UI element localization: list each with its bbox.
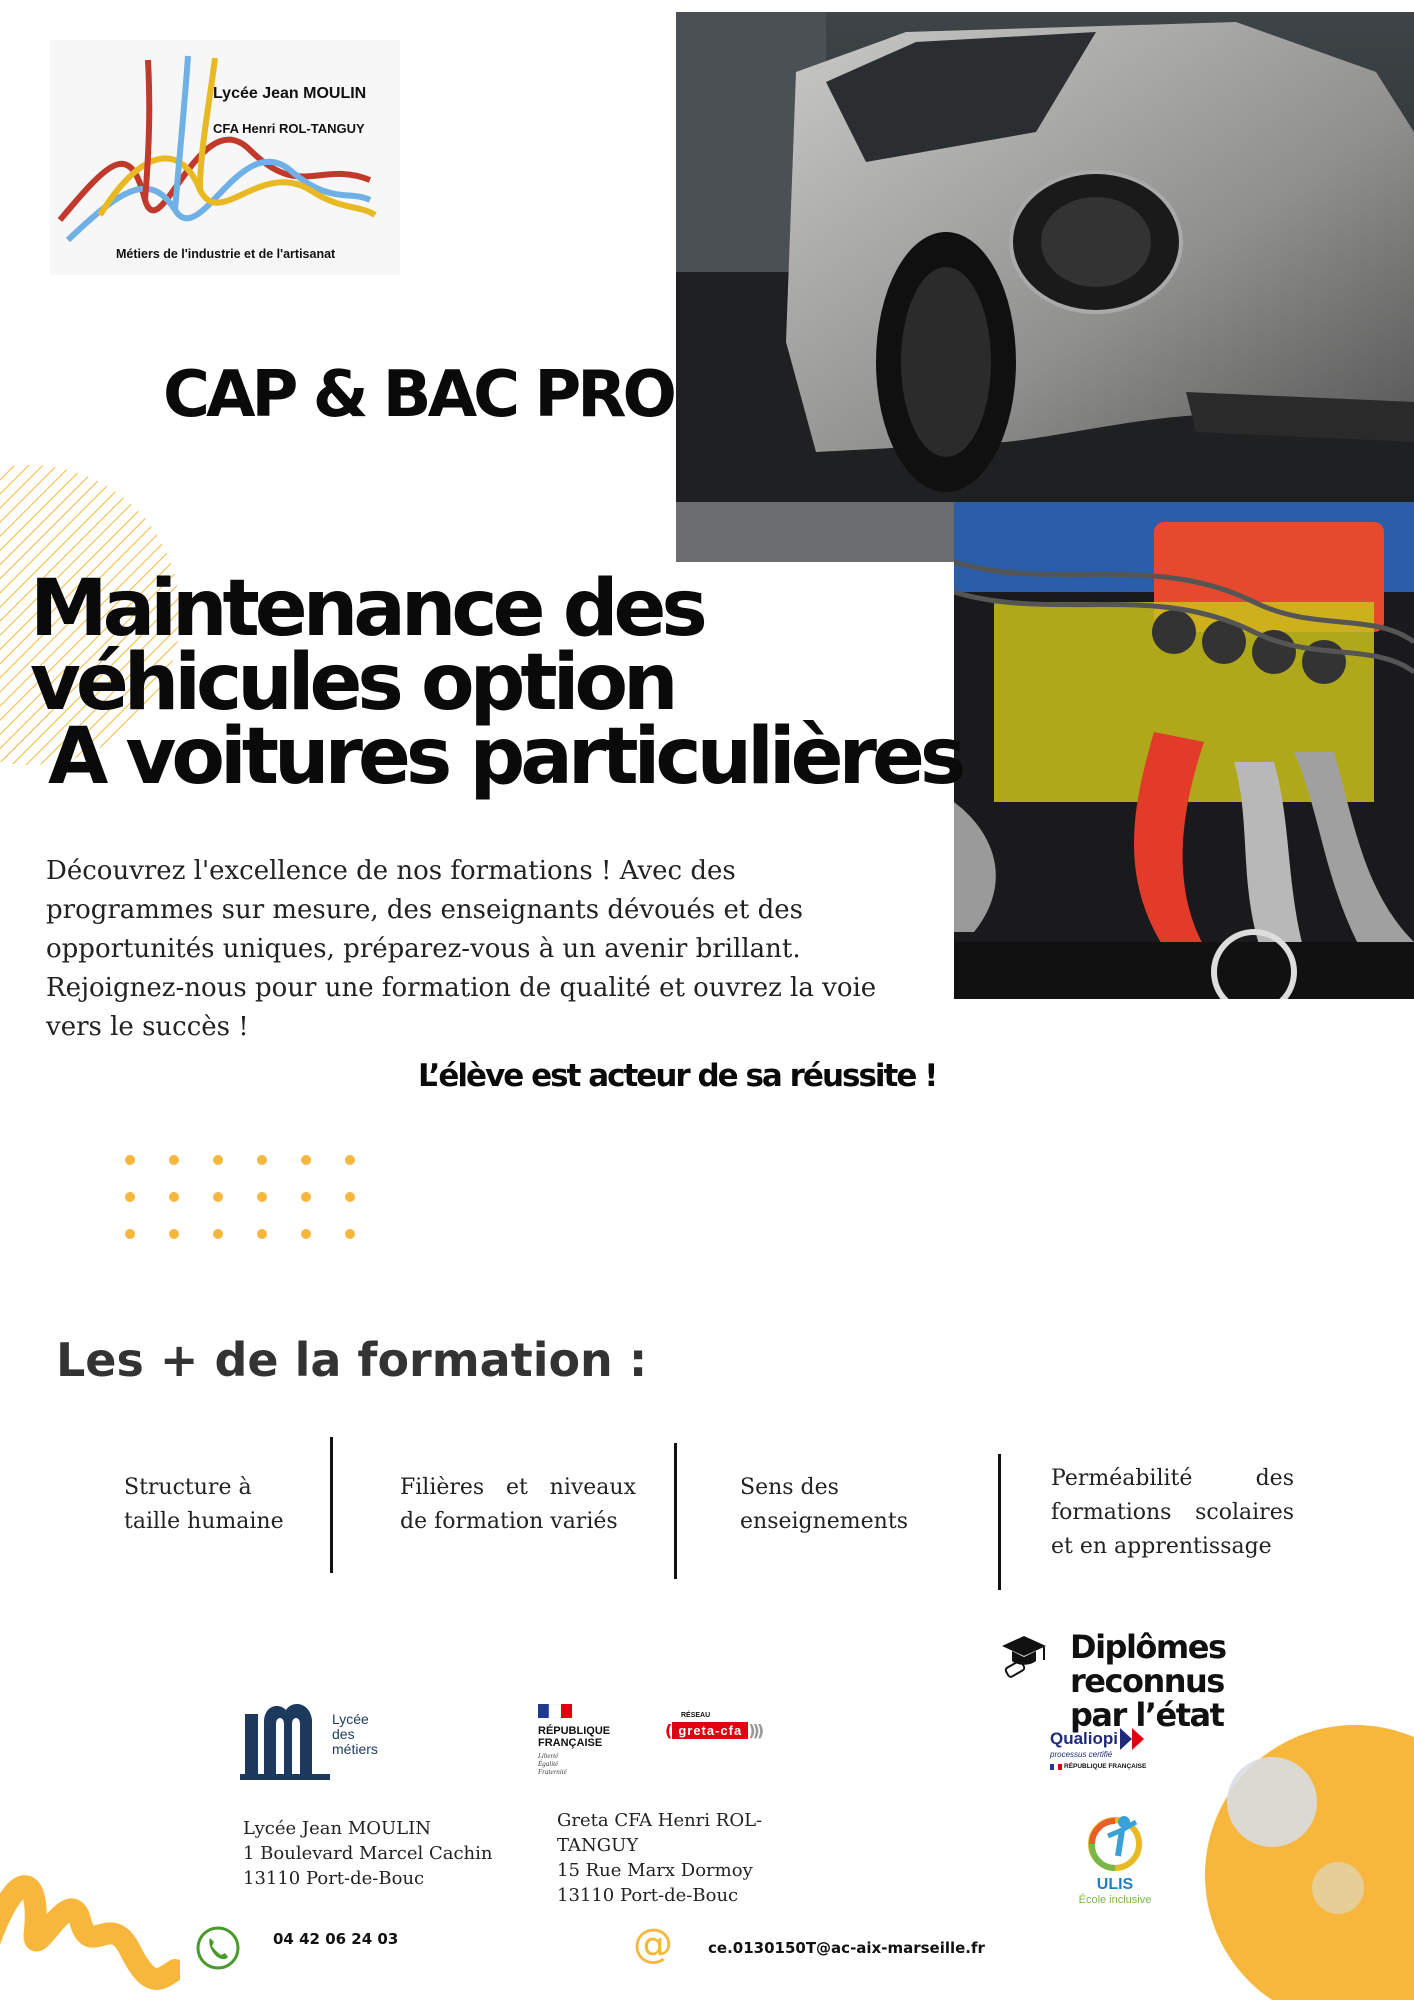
ldm-monogram-icon	[240, 1692, 330, 1782]
greta-network-label: RÉSEAU	[681, 1712, 711, 1719]
ulis-logo	[1060, 1812, 1170, 1922]
address-line: 13110 Port-de-Bouc	[243, 1868, 425, 1889]
greta-label: greta-cfa	[672, 1722, 748, 1739]
lycee-des-metiers-logo	[240, 1692, 400, 1782]
email-address[interactable]: ce.0130150T@ac-aix-marseille.fr	[708, 1939, 985, 1957]
address-line: Greta CFA Henri ROL-	[557, 1810, 763, 1831]
benefit-item	[400, 1471, 636, 1539]
diplomas-line: par l’état	[1070, 1696, 1224, 1734]
phone-number[interactable]: 04 42 06 24 03	[273, 1930, 399, 1948]
rf-text: RÉPUBLIQUE	[538, 1725, 611, 1737]
qualiopi-rf-text: RÉPUBLIQUE FRANÇAISE	[1064, 1763, 1147, 1770]
headline-line: véhicules option	[30, 638, 674, 728]
rf-motto: Fraternité	[538, 1768, 567, 1776]
address-line: 13110 Port-de-Bouc	[557, 1885, 739, 1906]
diplomas-line: Diplômes reconnus	[1070, 1628, 1226, 1700]
circles-decoration	[1180, 1690, 1414, 2000]
benefit-line: de formation variés	[400, 1509, 618, 1534]
benefit-item	[740, 1471, 960, 1539]
ldm-text: métiers	[332, 1741, 378, 1757]
logo-waves-icon	[50, 40, 400, 275]
french-flag-icon	[538, 1704, 572, 1718]
rf-motto: Égalité	[538, 1760, 559, 1768]
greta-address	[557, 1808, 787, 1908]
squiggle-decoration	[0, 1820, 180, 2000]
headline-line: Maintenance des	[30, 564, 703, 654]
ulis-figure-icon	[1080, 1812, 1150, 1872]
benefit-line: Perméabilité des	[1051, 1466, 1294, 1491]
benefit-line: formations scolaires	[1051, 1500, 1294, 1525]
course-headline	[30, 564, 962, 802]
school-address	[243, 1816, 523, 1891]
school-logo	[50, 40, 400, 275]
logo-subtitle: CFA Henri ROL-TANGUY	[213, 121, 365, 136]
intro-paragraph: Découvrez l'excellence de nos formations ! Avec des programmes sur mesure, des enseignants dévoués et des opportunités uniques, préparez-vous à un avenir brillant. Rejoignez-nous pour une formation de qualité et ouvrez la voie vers le succès !	[46, 856, 877, 1042]
benefit-line: taille humaine	[124, 1509, 284, 1534]
car-photo	[676, 12, 1414, 502]
dots-decoration	[118, 1150, 368, 1250]
logo-tagline: Métiers de l'industrie et de l'artisanat	[116, 247, 336, 261]
ldm-text: des	[332, 1726, 355, 1742]
address-line: TANGUY	[557, 1835, 639, 1856]
benefit-line: Filières et niveaux	[400, 1475, 636, 1500]
divider	[998, 1454, 1001, 1590]
benefit-line: et en apprentissage	[1051, 1534, 1272, 1559]
rf-motto: Liberté	[538, 1752, 559, 1760]
ldm-text: Lycée	[332, 1711, 369, 1727]
greta-bracket-icon: (	[665, 1720, 673, 1740]
divider	[330, 1437, 333, 1573]
address-line: 1 Boulevard Marcel Cachin	[243, 1843, 493, 1864]
address-line: 15 Rue Marx Dormoy	[557, 1860, 753, 1881]
graduation-cap-icon	[1000, 1632, 1048, 1680]
email-icon: @	[633, 1921, 673, 1967]
headline-line: A voitures particulières	[48, 712, 962, 802]
qualiopi-logo	[1050, 1728, 1190, 1783]
phone-icon	[196, 1926, 240, 1970]
benefit-line: Sens des	[740, 1475, 839, 1500]
republique-francaise-logo	[538, 1703, 628, 1778]
benefit-line: Structure à	[124, 1475, 252, 1500]
ulis-subtitle: École inclusive	[1078, 1894, 1152, 1906]
qualiopi-label: Qualiopi	[1050, 1729, 1118, 1748]
logo-name: Lycée Jean MOULIN	[213, 85, 367, 102]
french-flag-icon	[1050, 1764, 1062, 1770]
slogan: L’élève est acteur de sa réussite !	[418, 1058, 937, 1094]
greta-cfa-logo	[665, 1712, 795, 1752]
benefits-title: Les + de la formation :	[56, 1333, 648, 1387]
qualiopi-subtitle: processus certifié	[1050, 1750, 1113, 1759]
rf-text: FRANÇAISE	[538, 1737, 603, 1749]
engine-photo-strip	[676, 502, 954, 562]
ulis-label: ULIS	[1096, 1876, 1134, 1893]
engine-photo	[954, 502, 1414, 999]
program-title: CAP & BAC PRO	[163, 358, 673, 432]
divider	[674, 1443, 677, 1579]
qualiopi-arrows-icon	[1120, 1728, 1148, 1750]
benefit-line: enseignements	[740, 1509, 908, 1534]
greta-arcs-icon: )))	[748, 1720, 762, 1740]
benefit-item	[1051, 1462, 1294, 1564]
address-line: Lycée Jean MOULIN	[243, 1818, 431, 1839]
benefit-item	[124, 1471, 324, 1539]
